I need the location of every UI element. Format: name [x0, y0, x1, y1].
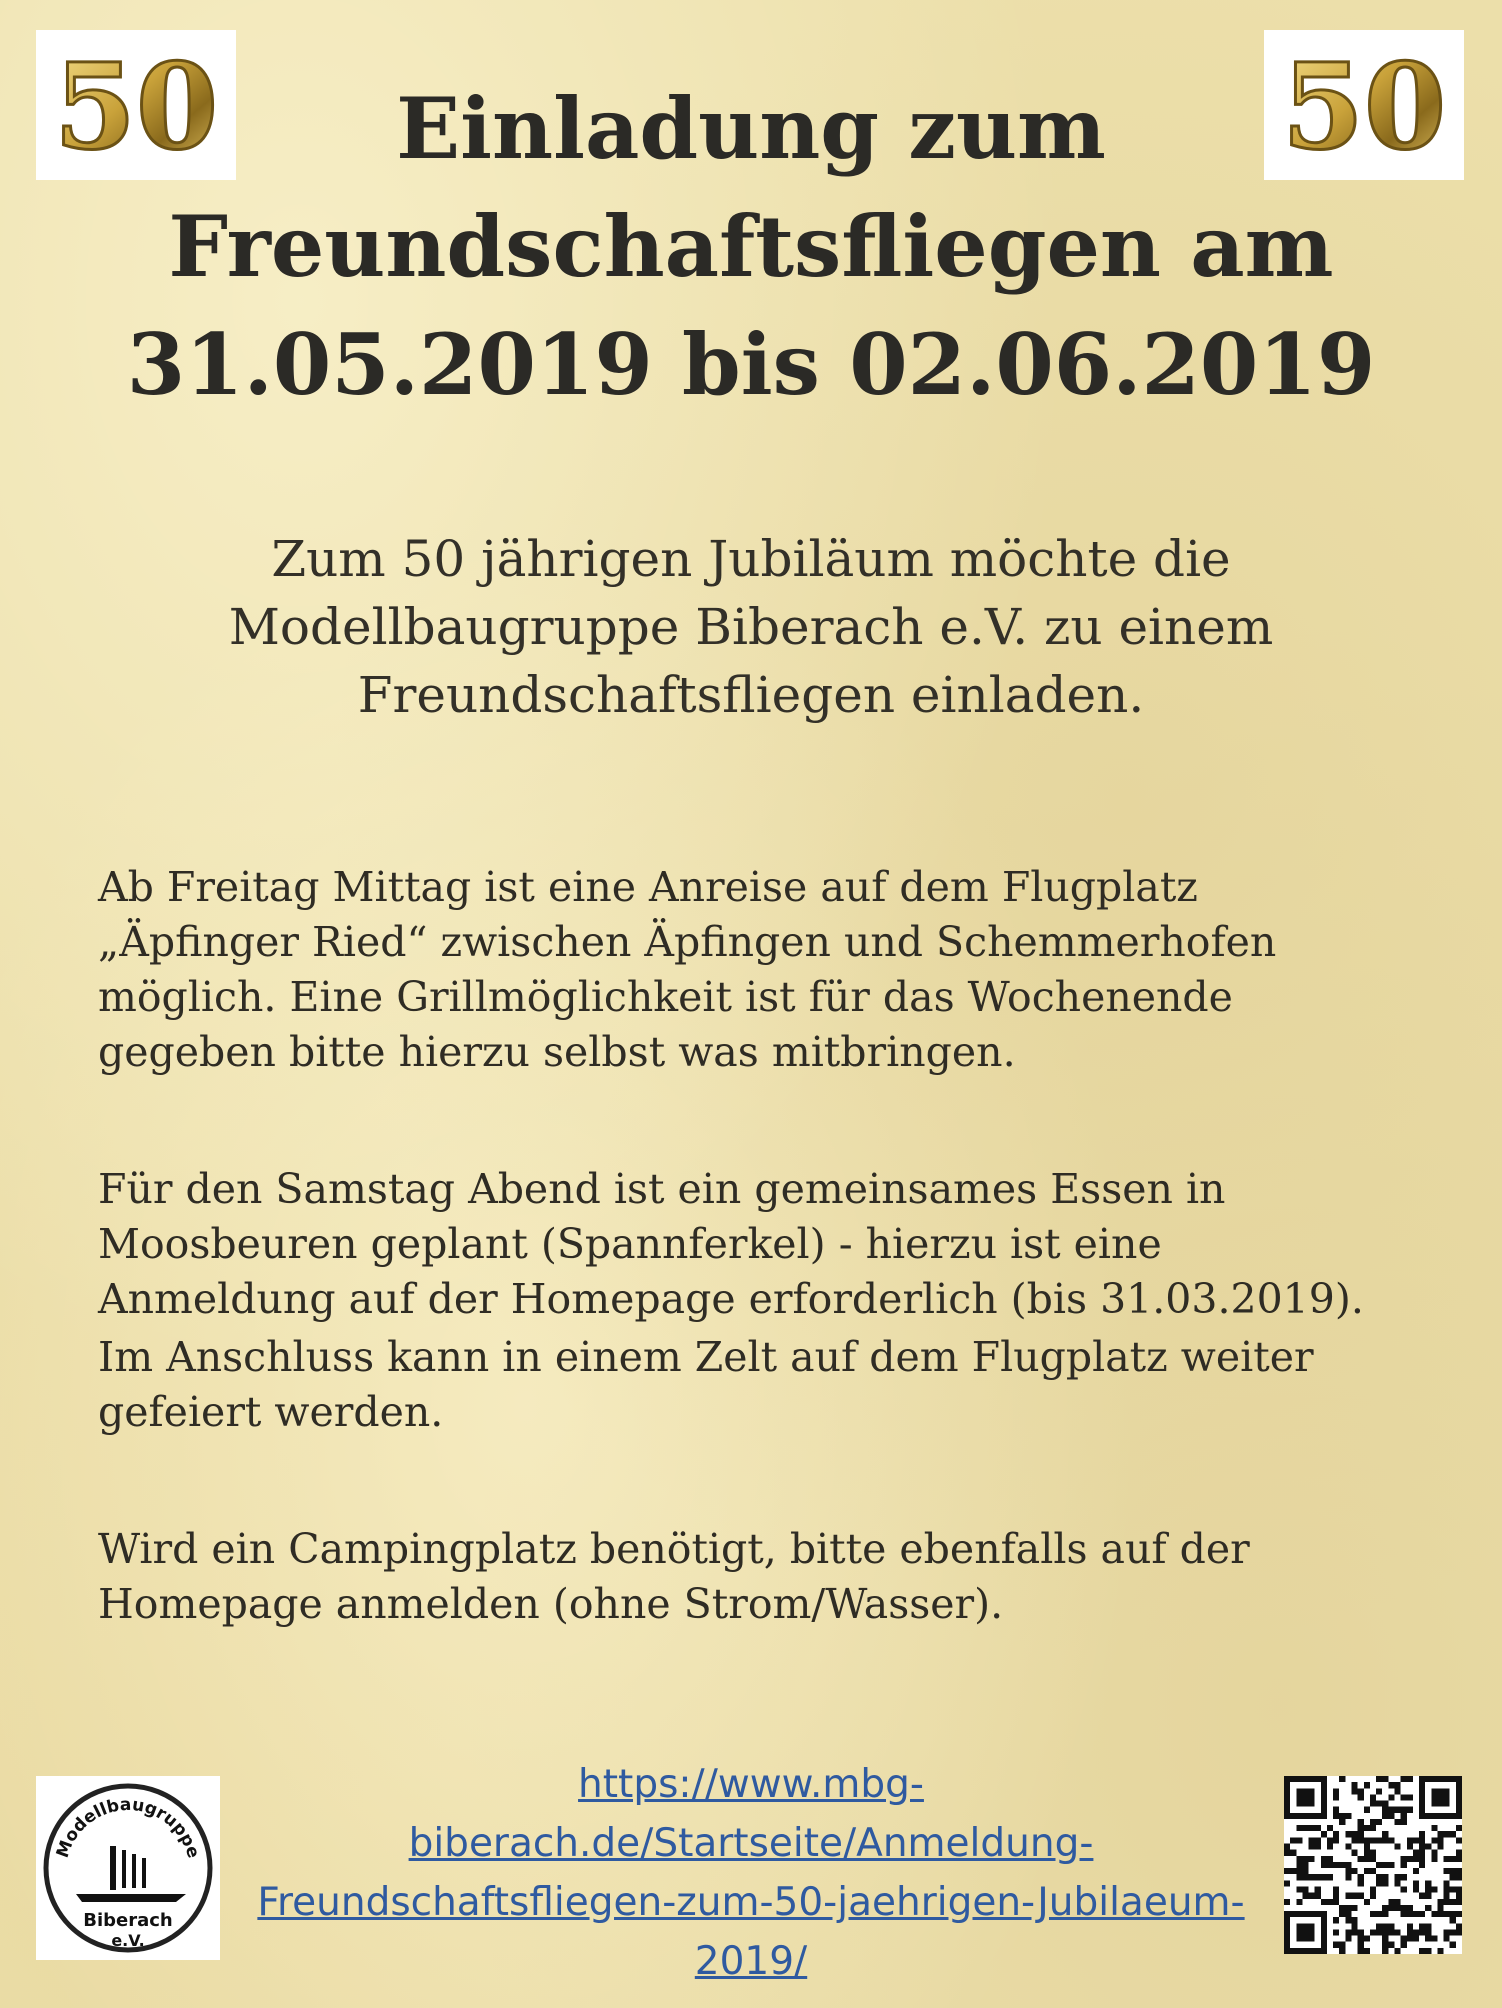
logo-ev: e.V. [111, 1931, 145, 1950]
title-line: Einladung zum [396, 79, 1106, 178]
logo-city: Biberach [83, 1910, 173, 1931]
paragraph-line: Homepage anmelden (ohne Strom/Wasser). [98, 1580, 1004, 1628]
logo-top-text: Modellbaugruppe [52, 1794, 204, 1861]
title-line: 31.05.2019 bis 02.06.2019 [126, 315, 1376, 414]
badge-number: 50 [53, 37, 219, 176]
arrival-paragraph [98, 860, 1422, 1080]
badge-number: 50 [1281, 37, 1447, 176]
paragraph-line: Ab Freitag Mittag ist eine Anreise auf dem Flugplatz [98, 863, 1198, 911]
camping-paragraph [98, 1522, 1422, 1632]
paragraph-line: Wird ein Campingplatz benötigt, bitte ebenfalls auf der [98, 1525, 1250, 1573]
page-title [0, 70, 1502, 424]
party-paragraph [98, 1330, 1422, 1440]
intro-text [60, 525, 1442, 729]
intro-line: Freundschaftsfliegen einladen. [357, 666, 1145, 724]
link-line[interactable]: https://www.mbg- [578, 1762, 924, 1807]
link-line[interactable]: Freundschaftsfliegen-zum-50-jaehrigen-Jubilaeum- [257, 1880, 1245, 1925]
paragraph-line: möglich. Eine Grillmöglichkeit ist für das Wochenende [98, 973, 1233, 1021]
title-line: Freundschaftsfliegen am [168, 197, 1334, 296]
club-logo-icon [36, 1776, 220, 1960]
link-line[interactable]: 2019/ [694, 1939, 808, 1984]
paragraph-line: gefeiert werden. [98, 1388, 444, 1436]
paragraph-line: Moosbeuren geplant (Spannferkel) - hierzu ist eine [98, 1220, 1162, 1268]
paragraph-line: Für den Samstag Abend ist ein gemeinsames Essen in [98, 1165, 1226, 1213]
paragraph-line: „Äpfinger Ried“ zwischen Äpfingen und Schemmerhofen [98, 918, 1277, 966]
paragraph-line: Im Anschluss kann in einem Zelt auf dem Flugplatz weiter [98, 1333, 1314, 1381]
paragraph-line: Anmeldung auf der Homepage erforderlich (bis 31.03.2019). [98, 1275, 1364, 1323]
dinner-paragraph [98, 1162, 1422, 1327]
registration-link[interactable] [220, 1755, 1282, 1991]
qr-code-icon [1284, 1776, 1462, 1954]
paragraph-line: gegeben bitte hierzu selbst was mitbringen. [98, 1028, 1016, 1076]
link-line[interactable]: biberach.de/Startseite/Anmeldung- [408, 1821, 1094, 1866]
intro-line: Zum 50 jährigen Jubiläum möchte die [271, 530, 1231, 588]
intro-line: Modellbaugruppe Biberach e.V. zu einem [228, 598, 1274, 656]
